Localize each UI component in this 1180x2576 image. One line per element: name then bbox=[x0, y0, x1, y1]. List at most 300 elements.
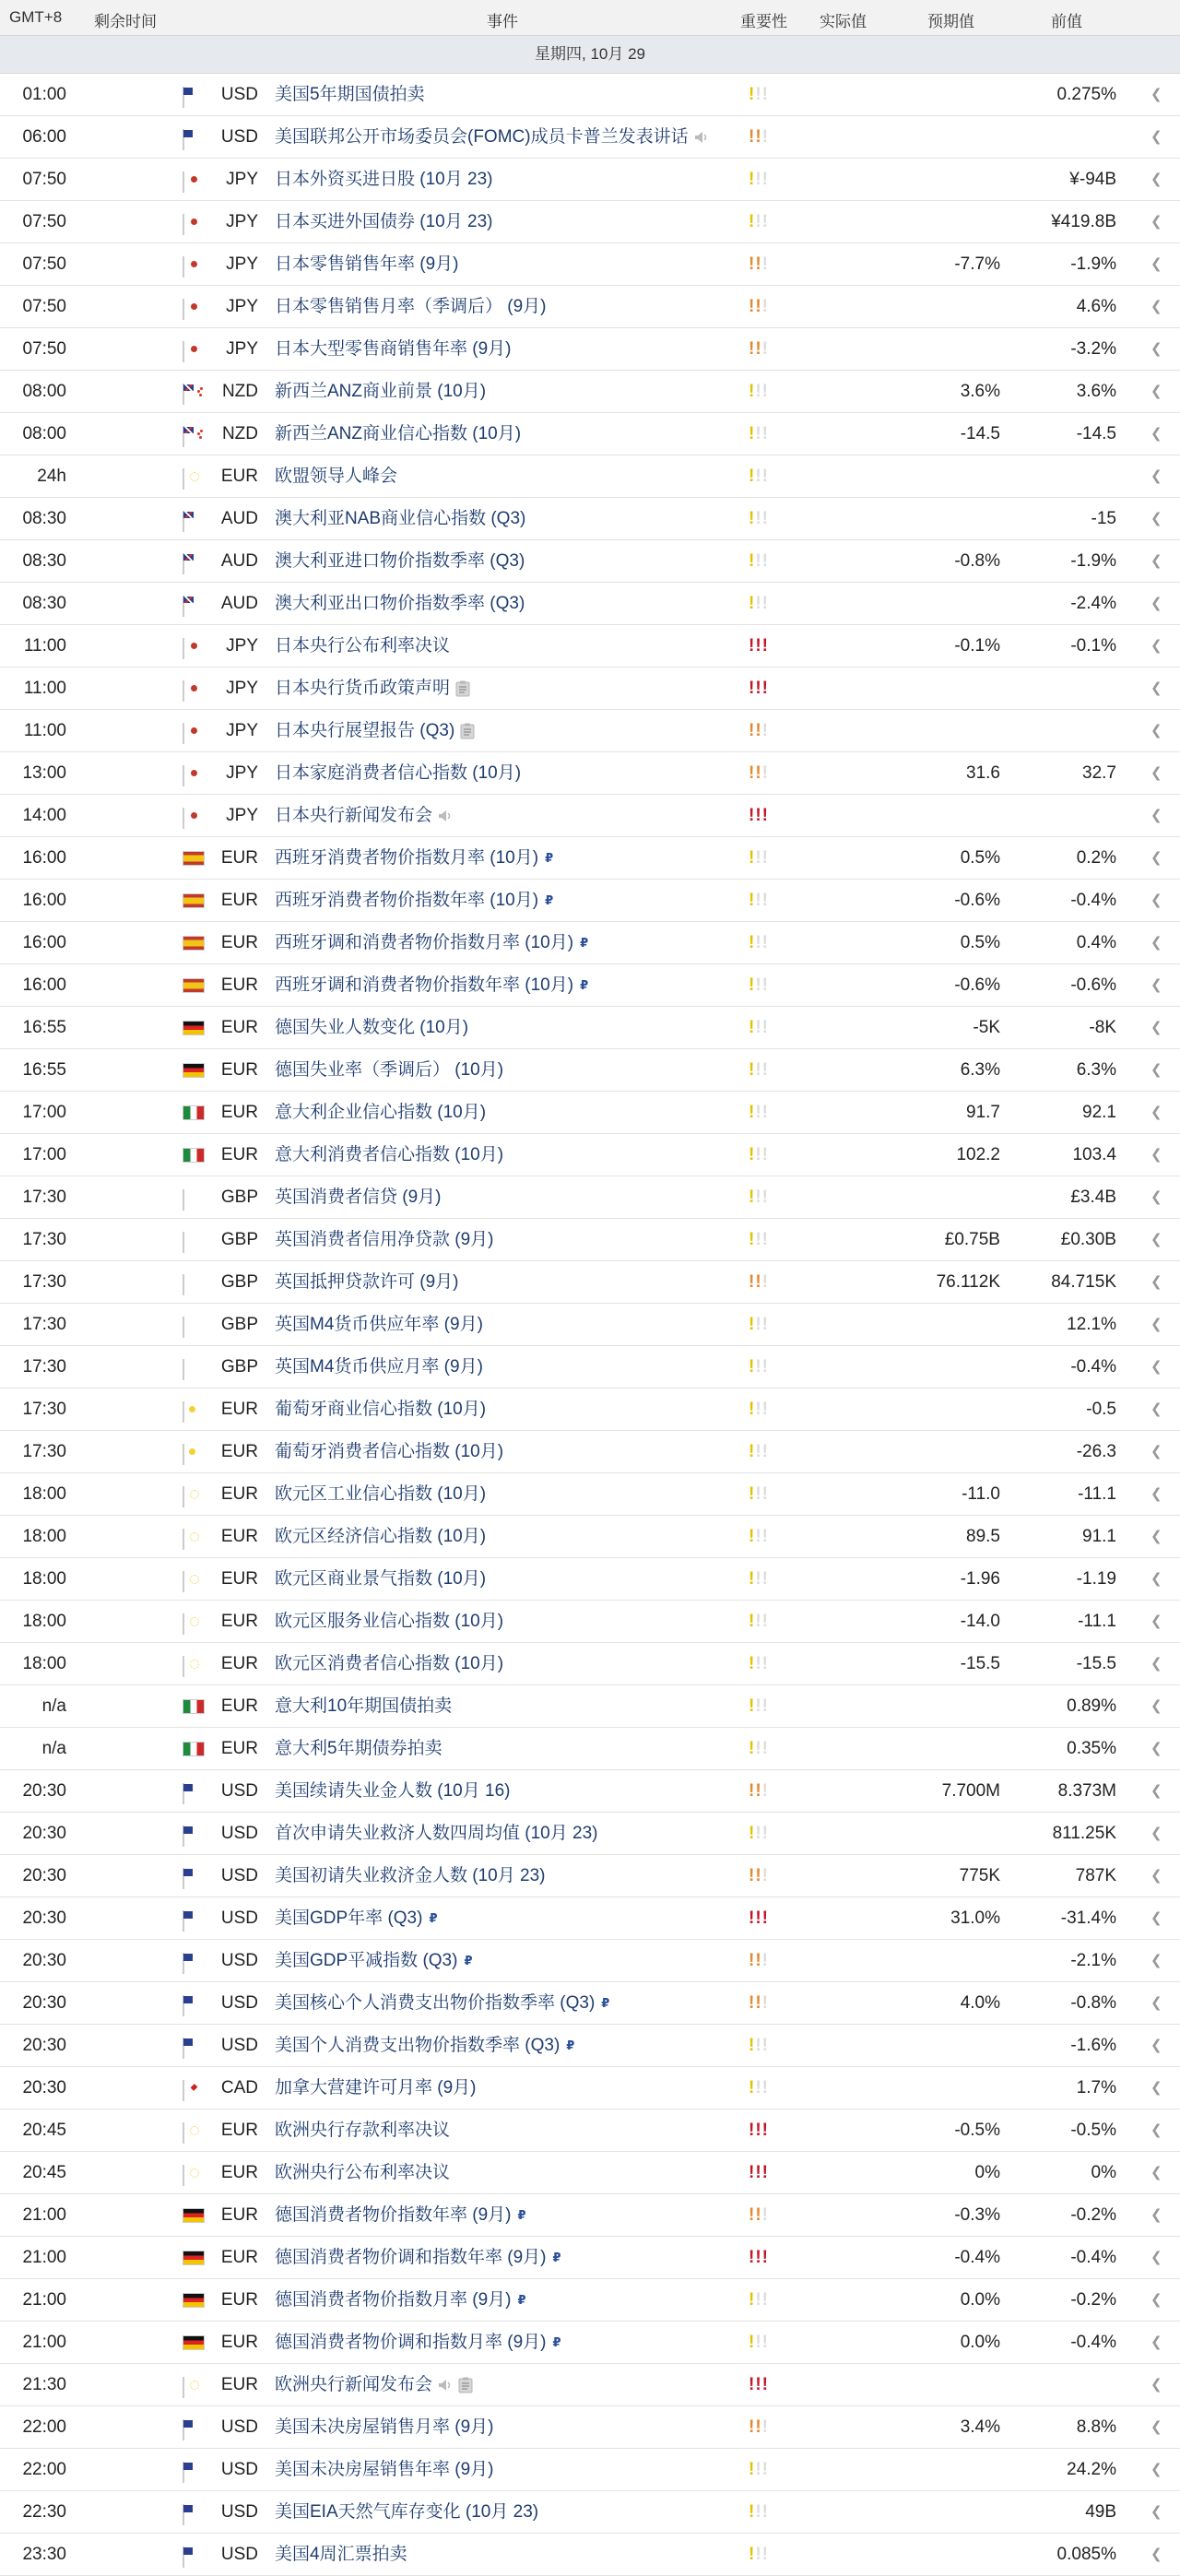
chevron-left-icon[interactable]: ❮ bbox=[1150, 511, 1162, 526]
jp-flag-icon bbox=[183, 299, 184, 320]
event-name[interactable] bbox=[275, 286, 547, 327]
importance-bull-icon: ! bbox=[761, 1569, 769, 1589]
event-name[interactable] bbox=[275, 1728, 442, 1769]
de-flag-icon bbox=[183, 2335, 205, 2350]
jp-flag-icon bbox=[183, 808, 184, 829]
chevron-left-icon[interactable]: ❮ bbox=[1150, 553, 1162, 569]
importance-bull-icon: ! bbox=[749, 891, 756, 910]
event-list bbox=[0, 74, 1180, 2576]
eu-flag-icon bbox=[183, 1486, 184, 1507]
chevron-left-icon[interactable]: ❮ bbox=[1150, 596, 1162, 611]
event-name-text: 西班牙调和消费者物价指数年率 (10月) bbox=[275, 975, 574, 995]
chevron-left-icon[interactable]: ❮ bbox=[1150, 765, 1162, 781]
forecast-value: -7.7% bbox=[954, 254, 1000, 274]
event-name[interactable] bbox=[275, 583, 525, 624]
event-name[interactable] bbox=[275, 795, 453, 836]
previous-value: -1.9% bbox=[1070, 551, 1116, 571]
previous-value: 0.2% bbox=[1076, 848, 1116, 868]
event-time: 20:30 bbox=[22, 1951, 66, 1970]
table-row[interactable] bbox=[0, 752, 1180, 795]
chevron-left-icon[interactable]: ❮ bbox=[1150, 850, 1162, 866]
table-row[interactable] bbox=[0, 2406, 1180, 2449]
event-name[interactable] bbox=[275, 1007, 468, 1048]
forecast-value: 31.0% bbox=[950, 1908, 1000, 1928]
event-name-text: 日本大型零售商销售年率 (9月) bbox=[275, 339, 512, 359]
currency-code: JPY bbox=[226, 212, 258, 231]
chevron-left-icon[interactable]: ❮ bbox=[1150, 892, 1162, 908]
chevron-left-icon[interactable]: ❮ bbox=[1150, 341, 1162, 357]
event-name[interactable] bbox=[275, 498, 525, 539]
chevron-left-icon[interactable]: ❮ bbox=[1150, 1189, 1162, 1205]
previous-value: £3.4B bbox=[1070, 1188, 1116, 1207]
chevron-left-icon[interactable]: ❮ bbox=[1150, 1571, 1162, 1587]
chevron-left-icon[interactable]: ❮ bbox=[1150, 2334, 1162, 2350]
importance-bull-icon: ! bbox=[761, 1908, 769, 1928]
table-row[interactable] bbox=[0, 1473, 1180, 1516]
importance-bull-icon: ! bbox=[755, 1230, 762, 1249]
event-name[interactable] bbox=[275, 752, 521, 794]
chevron-left-icon[interactable]: ❮ bbox=[1150, 129, 1162, 145]
table-row[interactable] bbox=[0, 328, 1180, 371]
importance-bull-icon: ! bbox=[749, 2417, 756, 2437]
forecast-value: -5K bbox=[973, 1018, 1000, 1037]
table-row[interactable] bbox=[0, 2322, 1180, 2364]
chevron-left-icon[interactable]: ❮ bbox=[1150, 2292, 1162, 2308]
event-name[interactable] bbox=[275, 2152, 450, 2193]
event-name[interactable] bbox=[275, 2109, 450, 2151]
event-name-text: 欧元区服务业信心指数 (10月) bbox=[275, 1612, 504, 1631]
table-row[interactable] bbox=[0, 2025, 1180, 2067]
importance-bull-icon: ! bbox=[761, 382, 769, 401]
importance-indicator bbox=[749, 2025, 769, 2066]
table-row[interactable] bbox=[0, 1346, 1180, 1388]
chevron-left-icon[interactable]: ❮ bbox=[1150, 1741, 1162, 1756]
event-name[interactable] bbox=[275, 1601, 503, 1642]
table-row[interactable] bbox=[0, 625, 1180, 668]
chevron-left-icon[interactable]: ❮ bbox=[1150, 1995, 1162, 2011]
chevron-left-icon[interactable]: ❮ bbox=[1150, 299, 1162, 314]
previous-value: £0.30B bbox=[1060, 1230, 1116, 1249]
table-row[interactable] bbox=[0, 1685, 1180, 1728]
event-name[interactable] bbox=[275, 328, 512, 370]
event-time: 24h bbox=[37, 467, 66, 486]
importance-indicator bbox=[749, 2491, 769, 2533]
importance-indicator bbox=[749, 1007, 769, 1048]
importance-bull-icon: ! bbox=[749, 467, 756, 486]
event-name-text: 美国EIA天然气库存变化 (10月 23) bbox=[275, 2502, 539, 2522]
chevron-left-icon[interactable]: ❮ bbox=[1150, 2419, 1162, 2435]
importance-bull-icon: ! bbox=[749, 509, 756, 528]
chevron-left-icon[interactable]: ❮ bbox=[1150, 1020, 1162, 1035]
chevron-left-icon[interactable]: ❮ bbox=[1150, 1401, 1162, 1417]
event-name[interactable] bbox=[275, 964, 588, 1006]
chevron-left-icon[interactable]: ❮ bbox=[1150, 171, 1162, 187]
gb-flag-icon bbox=[183, 1359, 184, 1380]
table-row[interactable] bbox=[0, 795, 1180, 837]
table-row[interactable] bbox=[0, 159, 1180, 201]
event-name[interactable] bbox=[275, 1940, 473, 1981]
event-name[interactable] bbox=[275, 243, 459, 285]
event-name[interactable] bbox=[275, 2322, 561, 2363]
chevron-left-icon[interactable]: ❮ bbox=[1150, 1953, 1162, 1968]
us-flag-icon bbox=[183, 1783, 184, 1804]
us-flag-icon bbox=[183, 129, 184, 150]
importance-bull-icon: ! bbox=[749, 551, 756, 571]
event-name[interactable] bbox=[275, 710, 475, 751]
previous-value: -0.6% bbox=[1070, 975, 1116, 995]
currency-code: JPY bbox=[226, 254, 258, 274]
table-row[interactable] bbox=[0, 1176, 1180, 1219]
event-name[interactable] bbox=[275, 1134, 503, 1176]
table-row[interactable] bbox=[0, 710, 1180, 752]
table-row[interactable] bbox=[0, 2237, 1180, 2279]
nz-flag-icon bbox=[183, 426, 184, 447]
table-row[interactable] bbox=[0, 1431, 1180, 1473]
importance-bull-icon: ! bbox=[755, 721, 762, 740]
importance-bull-icon: ! bbox=[761, 1230, 769, 1249]
table-row[interactable] bbox=[0, 1558, 1180, 1601]
chevron-left-icon[interactable]: ❮ bbox=[1150, 1317, 1162, 1332]
event-name-text: 意大利企业信心指数 (10月) bbox=[275, 1103, 487, 1122]
table-row[interactable] bbox=[0, 201, 1180, 243]
event-name-text: 欧元区消费者信心指数 (10月) bbox=[275, 1654, 504, 1673]
event-name[interactable] bbox=[275, 1431, 503, 1472]
chevron-left-icon[interactable]: ❮ bbox=[1150, 2207, 1162, 2223]
table-row[interactable] bbox=[0, 1092, 1180, 1134]
forecast-value: 0.5% bbox=[960, 933, 1000, 952]
event-name-text: 欧盟领导人峰会 bbox=[275, 467, 398, 486]
event-name[interactable] bbox=[275, 2449, 494, 2490]
jp-flag-icon bbox=[183, 765, 184, 786]
event-name-text: 西班牙调和消费者物价指数月率 (10月) bbox=[275, 933, 574, 952]
table-row[interactable] bbox=[0, 1007, 1180, 1049]
importance-bull-icon: ! bbox=[761, 2375, 769, 2394]
importance-indicator bbox=[749, 922, 769, 963]
chevron-left-icon[interactable]: ❮ bbox=[1150, 2546, 1162, 2562]
chevron-left-icon[interactable]: ❮ bbox=[1150, 214, 1162, 230]
importance-bull-icon: ! bbox=[749, 1442, 756, 1461]
chevron-left-icon[interactable]: ❮ bbox=[1150, 1783, 1162, 1799]
previous-value: 49B bbox=[1085, 2502, 1116, 2522]
forecast-value: -0.1% bbox=[954, 636, 1000, 656]
currency-code: EUR bbox=[220, 891, 258, 910]
previous-value: -26.3 bbox=[1076, 1442, 1116, 1461]
forecast-value: 3.4% bbox=[960, 2417, 1000, 2437]
forecast-value: 31.6 bbox=[966, 763, 1000, 783]
timezone-selector[interactable]: GMT+8 bbox=[9, 8, 63, 26]
event-name[interactable] bbox=[275, 1388, 486, 1430]
importance-indicator bbox=[749, 752, 769, 794]
event-name[interactable] bbox=[275, 880, 553, 921]
chevron-left-icon[interactable]: ❮ bbox=[1150, 723, 1162, 739]
importance-indicator bbox=[749, 2406, 769, 2448]
it-flag-icon bbox=[183, 1699, 205, 1714]
importance-indicator bbox=[749, 1261, 769, 1303]
table-row[interactable] bbox=[0, 1261, 1180, 1304]
jp-flag-icon bbox=[183, 638, 184, 659]
event-time: n/a bbox=[41, 1696, 66, 1716]
importance-bull-icon: ! bbox=[755, 1315, 762, 1334]
chevron-left-icon[interactable]: ❮ bbox=[1150, 808, 1162, 823]
event-name-text: 日本央行新闻发布会 bbox=[275, 806, 433, 825]
table-row[interactable] bbox=[0, 371, 1180, 413]
importance-bull-icon: ! bbox=[749, 170, 756, 189]
table-row[interactable] bbox=[0, 1049, 1180, 1092]
importance-bull-icon: ! bbox=[749, 806, 756, 825]
table-row[interactable] bbox=[0, 2067, 1180, 2109]
chevron-left-icon[interactable]: ❮ bbox=[1150, 1232, 1162, 1247]
importance-bull-icon: ! bbox=[755, 891, 762, 910]
table-row[interactable] bbox=[0, 1940, 1180, 1982]
previous-value: -0.1% bbox=[1070, 636, 1116, 656]
chevron-left-icon[interactable]: ❮ bbox=[1150, 384, 1162, 399]
forecast-value: -11.0 bbox=[962, 1484, 1000, 1504]
table-row[interactable] bbox=[0, 2109, 1180, 2152]
chevron-left-icon[interactable]: ❮ bbox=[1150, 2038, 1162, 2053]
currency-code: USD bbox=[220, 1781, 258, 1801]
event-name[interactable] bbox=[275, 1813, 597, 1854]
table-row[interactable] bbox=[0, 1601, 1180, 1643]
event-name[interactable] bbox=[275, 159, 492, 200]
table-row[interactable] bbox=[0, 540, 1180, 583]
importance-bull-icon: ! bbox=[761, 1315, 769, 1334]
event-name[interactable] bbox=[275, 74, 425, 115]
table-row[interactable] bbox=[0, 2194, 1180, 2237]
importance-indicator bbox=[749, 1346, 769, 1388]
event-name[interactable] bbox=[275, 1982, 609, 2024]
eu-flag-icon bbox=[183, 1613, 184, 1635]
importance-bull-icon: ! bbox=[749, 2375, 756, 2394]
event-name-text: 日本买进外国债券 (10月 23) bbox=[275, 212, 493, 231]
event-name[interactable] bbox=[275, 1643, 503, 1684]
chevron-left-icon[interactable]: ❮ bbox=[1150, 935, 1162, 951]
table-row[interactable] bbox=[0, 1770, 1180, 1813]
chevron-left-icon[interactable]: ❮ bbox=[1150, 2250, 1162, 2265]
importance-bull-icon: ! bbox=[761, 1654, 769, 1673]
event-name[interactable] bbox=[275, 371, 486, 412]
chevron-left-icon[interactable]: ❮ bbox=[1150, 2080, 1162, 2096]
event-name[interactable] bbox=[275, 2406, 494, 2448]
chevron-left-icon[interactable]: ❮ bbox=[1150, 1062, 1162, 1078]
event-time: 08:30 bbox=[22, 594, 66, 613]
event-name[interactable] bbox=[275, 1685, 452, 1727]
event-name-text: 欧元区商业景气指数 (10月) bbox=[275, 1569, 487, 1589]
chevron-left-icon[interactable]: ❮ bbox=[1150, 1698, 1162, 1714]
event-name[interactable] bbox=[275, 540, 525, 582]
event-name-text: 日本零售销售月率（季调后） (9月) bbox=[275, 297, 547, 316]
chevron-left-icon[interactable]: ❮ bbox=[1150, 1486, 1162, 1502]
header-previous: 前值 bbox=[1051, 13, 1082, 30]
event-name[interactable] bbox=[275, 116, 709, 158]
event-name-text: 美国未决房屋销售月率 (9月) bbox=[275, 2417, 494, 2437]
table-row[interactable] bbox=[0, 2491, 1180, 2534]
table-row[interactable] bbox=[0, 668, 1180, 710]
table-row[interactable] bbox=[0, 498, 1180, 540]
event-name[interactable] bbox=[275, 1897, 438, 1939]
chevron-left-icon[interactable]: ❮ bbox=[1150, 1613, 1162, 1629]
event-name[interactable] bbox=[275, 455, 397, 497]
forecast-value: 0.5% bbox=[960, 848, 1000, 868]
event-time: 20:30 bbox=[22, 1908, 66, 1928]
event-name[interactable] bbox=[275, 1261, 459, 1303]
importance-bull-icon: ! bbox=[749, 1993, 756, 2013]
chevron-left-icon[interactable]: ❮ bbox=[1150, 256, 1162, 272]
chevron-left-icon[interactable]: ❮ bbox=[1150, 638, 1162, 654]
importance-bull-icon: ! bbox=[761, 1993, 769, 2013]
chevron-left-icon[interactable]: ❮ bbox=[1150, 977, 1162, 993]
forecast-value: -0.8% bbox=[954, 551, 1000, 571]
previous-value: 8.373M bbox=[1057, 1781, 1116, 1801]
event-name[interactable] bbox=[275, 2194, 526, 2236]
eu-flag-icon bbox=[183, 2165, 184, 2186]
table-row[interactable] bbox=[0, 286, 1180, 328]
chevron-left-icon[interactable]: ❮ bbox=[1150, 680, 1162, 696]
importance-bull-icon: ! bbox=[755, 85, 762, 104]
table-row[interactable] bbox=[0, 116, 1180, 159]
importance-bull-icon: ! bbox=[755, 806, 762, 825]
currency-code: EUR bbox=[220, 2121, 258, 2140]
forecast-value: 91.7 bbox=[966, 1103, 1000, 1122]
event-name-text: 美国5年期国债拍卖 bbox=[275, 85, 425, 104]
event-name[interactable] bbox=[275, 1049, 503, 1091]
table-row[interactable] bbox=[0, 413, 1180, 455]
jp-flag-icon bbox=[183, 171, 184, 193]
table-row[interactable] bbox=[0, 1304, 1180, 1346]
currency-code: JPY bbox=[226, 339, 258, 359]
importance-bull-icon: ! bbox=[755, 1824, 762, 1843]
chevron-left-icon[interactable]: ❮ bbox=[1150, 1529, 1162, 1544]
table-row[interactable] bbox=[0, 74, 1180, 116]
table-row[interactable] bbox=[0, 1219, 1180, 1261]
event-time: 16:00 bbox=[22, 975, 66, 995]
event-name[interactable] bbox=[275, 837, 553, 879]
importance-bull-icon: ! bbox=[761, 1188, 769, 1207]
chevron-left-icon[interactable]: ❮ bbox=[1150, 2462, 1162, 2477]
table-row[interactable] bbox=[0, 2152, 1180, 2194]
chevron-left-icon[interactable]: ❮ bbox=[1150, 1444, 1162, 1459]
chevron-left-icon[interactable]: ❮ bbox=[1150, 2122, 1162, 2138]
event-name[interactable] bbox=[275, 413, 521, 455]
jp-flag-icon bbox=[183, 341, 184, 362]
forecast-value: 0.0% bbox=[960, 2333, 1000, 2352]
event-name[interactable] bbox=[275, 2534, 407, 2575]
chevron-left-icon[interactable]: ❮ bbox=[1150, 2377, 1162, 2393]
table-row[interactable] bbox=[0, 1813, 1180, 1855]
table-row[interactable] bbox=[0, 837, 1180, 880]
table-row[interactable] bbox=[0, 455, 1180, 498]
event-name[interactable] bbox=[275, 625, 450, 667]
table-row[interactable] bbox=[0, 964, 1180, 1007]
chevron-left-icon[interactable]: ❮ bbox=[1150, 2165, 1162, 2180]
event-name[interactable] bbox=[275, 1304, 483, 1345]
event-name[interactable] bbox=[275, 1346, 483, 1388]
table-row[interactable] bbox=[0, 1134, 1180, 1176]
event-name[interactable] bbox=[275, 1516, 486, 1557]
event-name[interactable] bbox=[275, 1219, 494, 1260]
importance-bull-icon: ! bbox=[755, 1696, 762, 1716]
previous-value: 4.6% bbox=[1076, 297, 1116, 316]
importance-bull-icon: ! bbox=[755, 1612, 762, 1631]
speaker-icon bbox=[438, 809, 453, 822]
chevron-left-icon[interactable]: ❮ bbox=[1150, 1359, 1162, 1375]
event-name[interactable] bbox=[275, 668, 470, 709]
importance-bull-icon: ! bbox=[761, 2333, 769, 2352]
chevron-left-icon[interactable]: ❮ bbox=[1150, 2504, 1162, 2520]
event-name[interactable] bbox=[275, 1176, 442, 1218]
event-name[interactable] bbox=[275, 1473, 486, 1515]
event-name[interactable] bbox=[275, 1770, 510, 1812]
chevron-left-icon[interactable]: ❮ bbox=[1150, 468, 1162, 484]
event-name[interactable] bbox=[275, 2237, 561, 2278]
currency-code: GBP bbox=[220, 1188, 258, 1207]
table-row[interactable] bbox=[0, 2279, 1180, 2322]
table-row[interactable] bbox=[0, 583, 1180, 625]
table-row[interactable] bbox=[0, 1388, 1180, 1431]
eu-flag-icon bbox=[183, 468, 184, 490]
table-row[interactable] bbox=[0, 1728, 1180, 1770]
importance-bull-icon: ! bbox=[749, 339, 756, 359]
importance-indicator bbox=[749, 116, 769, 158]
importance-bull-icon: ! bbox=[755, 1400, 762, 1419]
previous-value: -15 bbox=[1091, 509, 1116, 528]
importance-indicator bbox=[749, 1728, 769, 1769]
chevron-left-icon[interactable]: ❮ bbox=[1150, 1147, 1162, 1163]
table-row[interactable] bbox=[0, 880, 1180, 922]
currency-code: USD bbox=[220, 1866, 258, 1885]
event-name[interactable] bbox=[275, 2279, 526, 2321]
chevron-left-icon[interactable]: ❮ bbox=[1150, 1868, 1162, 1884]
event-name[interactable] bbox=[275, 201, 492, 242]
event-name[interactable] bbox=[275, 922, 588, 963]
table-row[interactable] bbox=[0, 1982, 1180, 2025]
chevron-left-icon[interactable]: ❮ bbox=[1150, 426, 1162, 442]
event-name[interactable] bbox=[275, 1855, 545, 1897]
table-row[interactable] bbox=[0, 1643, 1180, 1685]
event-time: 21:00 bbox=[22, 2333, 66, 2352]
importance-bull-icon: ! bbox=[755, 127, 762, 147]
table-row[interactable] bbox=[0, 2449, 1180, 2491]
table-row[interactable] bbox=[0, 2534, 1180, 2576]
currency-code: USD bbox=[220, 2502, 258, 2522]
table-row[interactable] bbox=[0, 1516, 1180, 1558]
table-row[interactable] bbox=[0, 922, 1180, 964]
importance-indicator bbox=[749, 74, 769, 115]
table-row[interactable] bbox=[0, 1897, 1180, 1940]
event-name[interactable] bbox=[275, 1092, 486, 1133]
chevron-left-icon[interactable]: ❮ bbox=[1150, 1105, 1162, 1120]
event-name[interactable] bbox=[275, 1558, 486, 1600]
de-flag-icon bbox=[183, 2208, 205, 2223]
eu-flag-icon bbox=[183, 2122, 184, 2144]
table-row[interactable] bbox=[0, 1855, 1180, 1897]
table-row[interactable] bbox=[0, 2364, 1180, 2406]
importance-bull-icon: ! bbox=[749, 1230, 756, 1249]
chevron-left-icon[interactable]: ❮ bbox=[1150, 1274, 1162, 1290]
currency-code: CAD bbox=[220, 2078, 258, 2097]
importance-bull-icon: ! bbox=[761, 1357, 769, 1377]
chevron-left-icon[interactable]: ❮ bbox=[1150, 1656, 1162, 1672]
chevron-left-icon[interactable]: ❮ bbox=[1150, 1910, 1162, 1926]
event-name[interactable] bbox=[275, 2491, 538, 2533]
chevron-left-icon[interactable]: ❮ bbox=[1150, 1826, 1162, 1841]
importance-bull-icon: ! bbox=[761, 1145, 769, 1164]
table-row[interactable] bbox=[0, 243, 1180, 286]
importance-bull-icon: ! bbox=[749, 1272, 756, 1292]
event-name[interactable] bbox=[275, 2364, 473, 2405]
event-name[interactable] bbox=[275, 2025, 574, 2066]
event-name[interactable] bbox=[275, 2067, 477, 2109]
chevron-left-icon[interactable]: ❮ bbox=[1150, 87, 1162, 102]
